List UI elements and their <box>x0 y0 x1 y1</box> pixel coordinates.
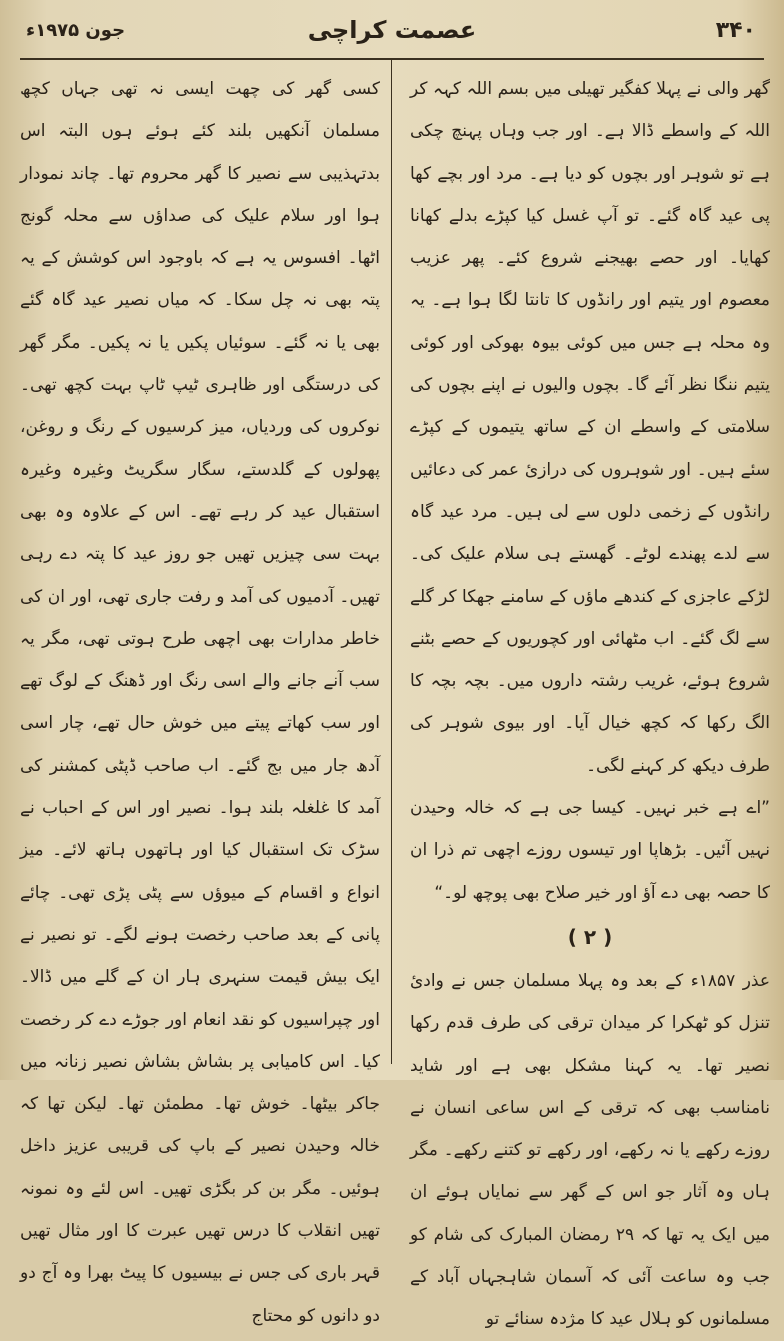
issue-date: جون ۱۹۷۵ء <box>26 20 126 41</box>
header-rule <box>20 58 764 60</box>
column-divider <box>391 60 392 1064</box>
page-header <box>20 8 764 56</box>
left-paragraph-1: کسی گھر کی چھت ایسی نہ تھی جہاں کچھ مسلمان آنکھیں بلند کئے ہوئے ہوں البتہ اس بدتہذیبی سے نصیر کا گھر محروم تھا۔ چاند نمودار ہوا اور سلام علیک کی صداؤں سے محلہ گونج اٹھا۔ افسوس یہ ہے کہ باوجود اس کوشش کے یہ پتہ بھی نہ چل سکا۔ کہ میاں نصیر عید گاہ گئے بھی یا نہ گئے۔ سوئیاں پکیں یا نہ پکیں۔ مگر گھر کی درستگی اور ظاہری ٹیپ ٹاپ بہت کچھ تھی۔ نوکروں کی وردیاں، میز کرسیوں کے رنگ و روغن، پھولوں کے گلدستے، سگار سگریٹ وغیرہ وغیرہ استقبال عید کر رہے تھے۔ اس کے علاوہ وہ بھی بہت سی چیزیں تھیں جو روز عید کا پتہ دے رہی تھیں۔ آدمیوں کی آمد و رفت جاری تھی، اور ان کی خاطر مدارات بھی اچھی طرح ہوتی تھی، مگر یہ سب آنے جانے والے اسی رنگ اور ڈھنگ کے لوگ تھے اور سب کھاتے پیتے میں خوش حال تھے، چار اسی آدھ جار میں بج گئے۔ اب صاحب ڈپٹی کمشنر کی آمد کا غلغلہ بلند ہوا۔ نصیر اور اس کے احباب نے سڑک تک استقبال کیا اور ہاتھوں ہاتھ لائے۔ میز انواع و اقسام کے میوؤں سے پٹی پڑی تھی۔ چائے پانی کے بعد صاحب رخصت ہونے لگے۔ تو نصیر نے ایک بیش قیمت سنہری ہار ان کے گلے میں ڈالا۔ اور چپراسیوں کو نقد انعام اور جوڑے دے کر رخصت کیا۔ اس کامیابی پر بشاش بشاش نصیر زنانہ میں جاکر بیٹھا۔ خوش تھا۔ مطمئن تھا۔ لیکن تھا کہ خالہ وحیدن نصیر کے باپ کی قریبی عزیز داخل ہوئیں۔ مگر بن کر بگڑی تھیں۔ اس لئے وہ نمونہ تھیں انقلاب کا درس تھیں عبرت کا اور مثال تھیں قہر باری کی جس نے بیسیوں کا پیٹ بھرا وہ آج دو دو دانوں کو محتاج <box>20 79 380 1326</box>
right-column <box>410 68 770 1341</box>
magazine-title: عصمت کراچی <box>307 16 477 44</box>
left-column <box>20 68 380 1337</box>
section-number: ( ۲ ) <box>567 924 613 949</box>
page-number: ۳۴۰ <box>715 18 756 43</box>
right-paragraph-2: عذر ۱۸۵۷ء کے بعد وہ پہلا مسلمان جس نے وادیٔ تنزل کو ٹھکرا کر میدان ترقی کی طرف قدم رکھا نصیر تھا۔ یہ کہنا مشکل بھی ہے اور شاید نامناسب بھی کہ ترقی کے اس ساعی انسان نے روزے رکھے یا نہ رکھے، اور رکھے تو کتنے رکھے۔ مگر ہاں وہ آثار جو اس کے گھر سے نمایاں ہوئے ان میں ایک یہ تھا کہ ۲۹ رمضان المبارک کی شام کو جب وہ ساعت آئی کہ آسمان شاہجہاں آباد کے مسلمانوں کو ہلال عید کا مژدہ سنائے تو <box>410 970 771 1330</box>
right-paragraph-1: گھر والی نے پہلا کفگیر تھیلی میں بسم اللہ کہہ کر اللہ کے واسطے ڈالا ہے۔ اور جب وہاں پہنچ چکی ہے تو شوہر اور بچوں کو دیا ہے۔ مرد اور بچے کھا پی عید گاہ گئے۔ تو آپ غسل کیا کپڑے بدلے کھانا کھایا۔ اور حصے بھیجنے شروع کئے۔ پھر عزیب معصوم اور یتیم اور رانڈوں کا تانتا لگا ہوا ہے۔ یہ وہ محلہ ہے جس میں کوئی بیوہ بھوکی اور کوئی یتیم ننگا نظر آئے گا۔ بچوں والیوں نے اپنے بچوں کی سلامتی کے واسطے ان کے ساتھ یتیموں کے کپڑے سئے ہیں۔ اور شوہروں کی درازیٔ عمر کی دعائیں رانڈوں کے زخمی دلوں سے لی ہیں۔ مرد عید گاہ سے لدے پھندے لوٹے۔ گھستے ہی سلام علیک کی۔ لڑکے عاجزی کے کندھے ماؤں کے سامنے جھکا کر گلے سے لگ گئے۔ اب مٹھائی اور کچوریوں کے حصے بٹنے شروع ہوئے، غریب رشتہ داروں میں۔ بچہ بچہ کا الگ رکھا کہ کچھ خیال آیا۔ اور بیوی شوہر کی طرف دیکھ کر کہنے لگی۔ <box>410 79 770 776</box>
dialogue-quote: ”اے ہے خبر نہیں۔ کیسا جی ہے کہ خالہ وحیدن نہیں آئیں۔ بڑھاپا اور تیسوں روزے اچھی تم ذرا ان کا حصہ بھی دے آؤ اور خیر صلاح بھی پوچھ لو۔“ <box>410 798 770 903</box>
